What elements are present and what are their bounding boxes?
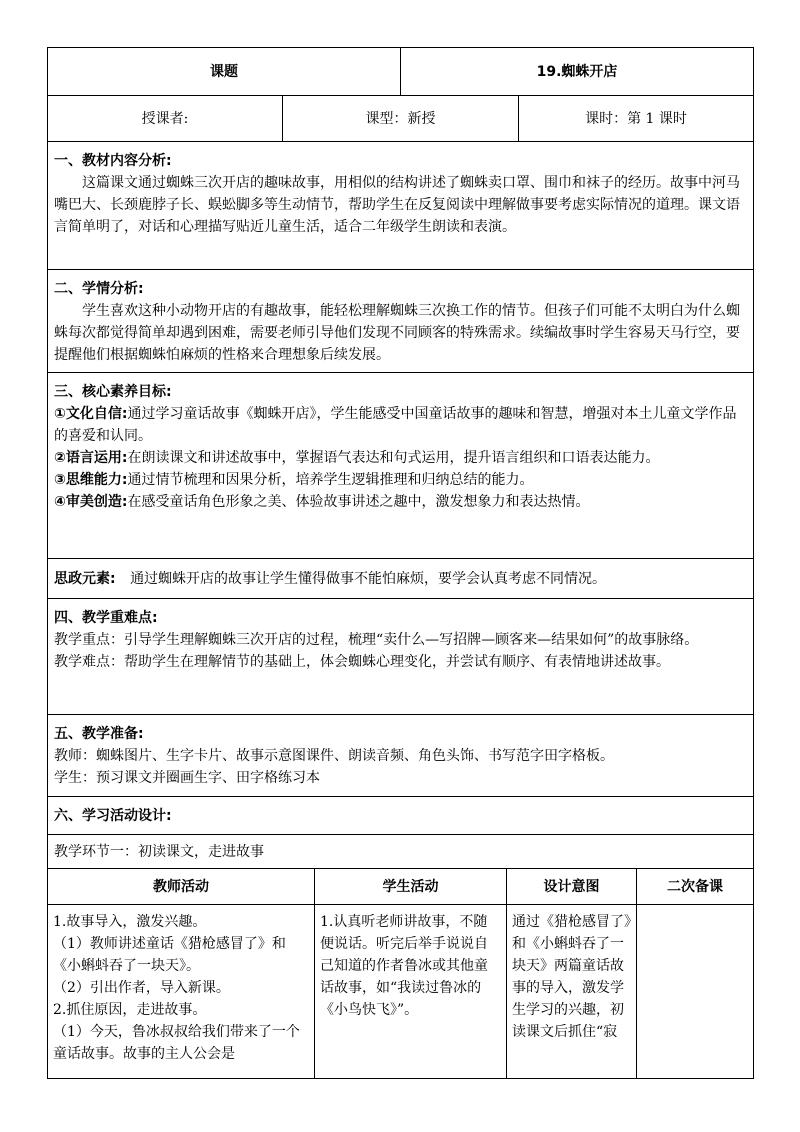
col-header: 教师活动: [48, 869, 315, 905]
section-activity-title: [48, 797, 754, 835]
teacher-line: （1）今天，鲁冰叔叔给我们带来了一个童话故事。故事的主人公会是: [53, 1024, 300, 1062]
section-core-goals: [48, 373, 754, 559]
section-title: 三、核心素养目标:: [54, 384, 172, 400]
goal-text: 在感受童话角色形象之美、体验故事讲述之趣中，激发想象力和表达热情。: [127, 494, 590, 510]
lesson-plan: [47, 47, 753, 1079]
activity-table: [47, 868, 754, 1079]
goal-label: ③思维能力:: [54, 472, 128, 488]
section-title: 五、教学准备:: [54, 726, 144, 742]
section-preparation: [48, 715, 754, 797]
student-activity-cell: 1.认真听老师讲故事，不随便说话。听完后举手说说自己知道的作者鲁冰或其他童话故事，如“我读过鲁冰的《小鸟快飞》”。: [315, 905, 507, 1079]
goal-label: ①文化自信:: [54, 406, 128, 422]
section-title: 四、教学重难点:: [54, 610, 158, 626]
teacher-prep: 教师：蜘蛛图片、生字卡片、故事示意图课件、朗读音频、角色头饰、书写范字田字格板。: [54, 748, 614, 764]
topic-label: 课题: [48, 48, 401, 96]
goal-text: 通过情节梳理和因果分析，培养学生逻辑推理和归纳总结的能力。: [127, 472, 534, 488]
goal-item: [54, 403, 747, 447]
ideology-text: 通过蜘蛛开店的故事让学生懂得做事不能怕麻烦，要学会认真考虑不同情况。: [130, 570, 607, 587]
teacher-label: 授课者:: [48, 96, 283, 142]
design-intent-cell: 通过《猎枪感冒了》和《小蝌蚪吞了一块天》两篇童话故事的导入，激发学生学习的兴趣，初读课文后抓住“寂: [507, 905, 637, 1079]
teacher-line: 2.抓住原因，走进故事。: [53, 1002, 207, 1018]
topic-value: 19.蜘蛛开店: [401, 48, 754, 96]
col-header: 设计意图: [507, 869, 637, 905]
goal-item: [54, 469, 747, 491]
goal-item: [54, 491, 747, 513]
section-title: 一、教材内容分析:: [54, 153, 172, 169]
goal-text: 在朗读课文和讲述故事中，掌握语气表达和句式运用，提升语言组织和口语表达能力。: [127, 450, 660, 466]
second-prep-cell: [637, 905, 754, 1079]
ideology-label: 思政元素:: [54, 570, 116, 587]
stage-title: [48, 835, 754, 869]
teacher-line: （1）教师讲述童话《猎枪感冒了》和《小蝌蚪吞了一块天》。: [53, 936, 286, 974]
key-point: 教学重点：引导学生理解蜘蛛三次开店的过程，梳理“卖什么—写招牌—顾客来—结果如何”的故事脉络。: [54, 632, 699, 648]
section-title: 二、学情分析:: [54, 281, 144, 297]
teacher-line: 1.故事导入，激发兴趣。: [53, 914, 207, 930]
section-ideology: [48, 559, 754, 599]
goal-item: [54, 447, 747, 469]
lesson-type: 课型：新授: [283, 96, 519, 142]
section-body: 学生喜欢这种小动物开店的有趣故事，能轻松理解蜘蛛三次换工作的情节。但孩子们可能不太明白为什么蜘蛛每次都觉得简单却遇到困难，需要老师引导他们发现不同顾客的特殊需求。续编故事时学生容易天马行空，要提醒他们根据蜘蛛怕麻烦的性格来合理想象后续发展。: [54, 303, 740, 363]
teacher-line: （2）引出作者，导入新课。: [53, 980, 230, 996]
section-key-difficult: [48, 599, 754, 715]
section-learner-analysis: [48, 270, 754, 373]
section-textbook-analysis: [48, 142, 754, 270]
lesson-period: 课时：第 1 课时: [519, 96, 754, 142]
goal-text: 通过学习童话故事《蜘蛛开店》，学生能感受中国童话故事的趣味和智慧，增强对本土儿童文学作品的喜爱和认同。: [54, 406, 737, 444]
goal-label: ②语言运用:: [54, 450, 128, 466]
goal-label: ④审美创造:: [54, 494, 128, 510]
student-prep: 学生：预习课文并圈画生字、田字格练习本: [54, 770, 320, 786]
section-body: 这篇课文通过蜘蛛三次开店的趣味故事，用相似的结构讲述了蜘蛛卖口罩、围巾和袜子的经历。故事中河马嘴巴大、长颈鹿脖子长、蜈蚣脚多等生动情节，帮助学生在反复阅读中理解做事要考虑实际情况的道理。课文语言简单明了，对话和心理描写贴近儿童生活，适合二年级学生朗读和表演。: [54, 175, 740, 235]
col-header: 二次备课: [637, 869, 754, 905]
lesson-plan-table: [47, 47, 754, 869]
col-header: 学生活动: [315, 869, 507, 905]
difficult-point: 教学难点：帮助学生在理解情节的基础上，体会蜘蛛心理变化，并尝试有顺序、有表情地讲述故事。: [54, 654, 670, 670]
teacher-activity-cell: [48, 905, 315, 1079]
section-title: 六、学习活动设计:: [54, 807, 172, 824]
stage-label: 教学环节一：初读课文，走进故事: [54, 843, 264, 860]
